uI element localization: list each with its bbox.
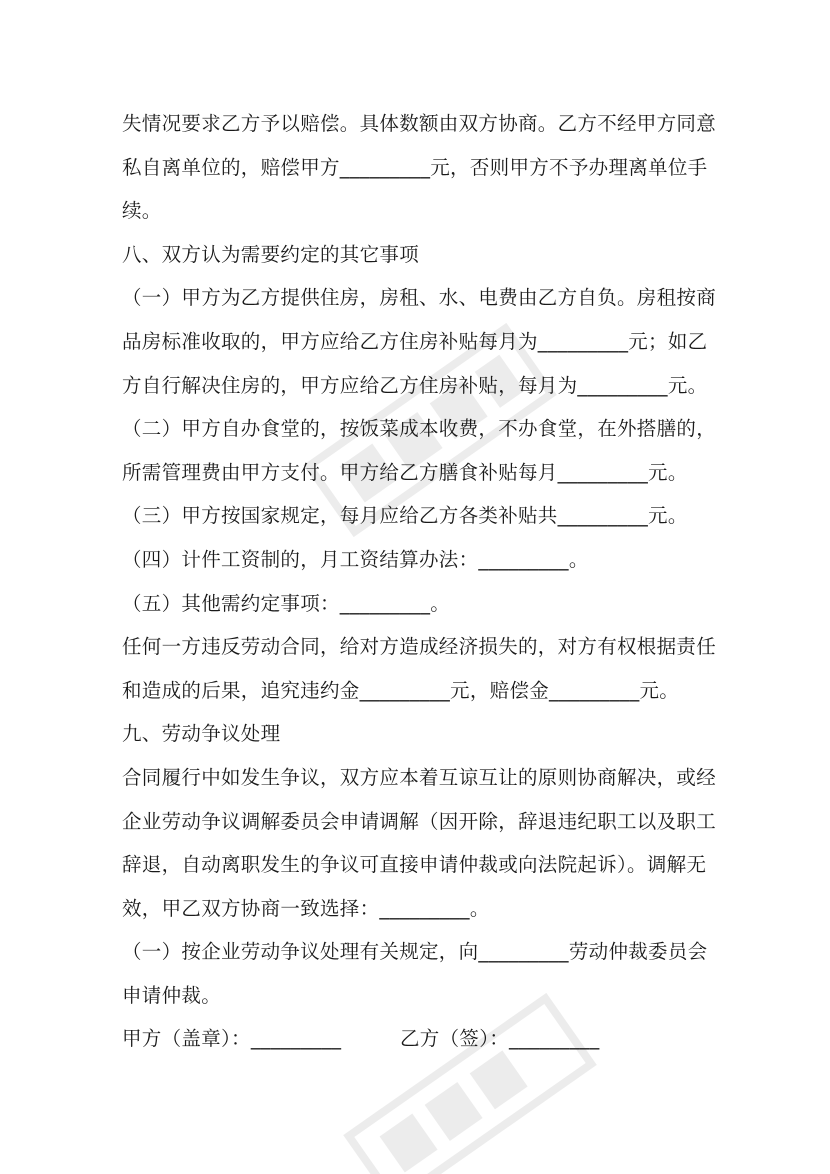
text-line: 和造成的后果，追究违约金_________元，赔偿金_________元。 <box>122 678 680 702</box>
text-line: 申请仲裁。 <box>122 983 222 1007</box>
text-line: （五）其他需约定事项：_________。 <box>122 591 451 615</box>
text-line: 私自离单位的，赔偿甲方_________元，否则甲方不予办理离单位手 <box>122 155 708 179</box>
party-b-signature: 乙方（签）：_________ <box>400 1027 600 1051</box>
text-line: （四）计件工资制的，月工资结算办法：_________。 <box>122 547 589 571</box>
text-line: 品房标准收取的，甲方应给乙方住房补贴每月为_________元；如乙 <box>122 329 708 353</box>
document-body <box>122 102 722 1061</box>
text-line: （一）甲方为乙方提供住房，房租、水、电费由乙方自负。房租按商 <box>122 286 717 310</box>
text-line: 企业劳动争议调解委员会申请调解（因开除，辞退违纪职工以及职工 <box>122 809 717 833</box>
signature-row <box>122 1017 722 1061</box>
text-line: 任何一方违反劳动合同，给对方造成经济损失的，对方有权根据责任 <box>122 635 717 659</box>
text-line: 失情况要求乙方予以赔偿。具体数额由双方协商。乙方不经甲方同意 <box>122 112 717 135</box>
text-line: （一）按企业劳动争议处理有关规定，向_________劳动仲裁委员会 <box>122 940 708 964</box>
party-a-signature: 甲方（盖章）：_________ <box>122 1027 342 1051</box>
section-heading-9: 九、劳动争议处理 <box>122 722 281 746</box>
text-line: （三）甲方按国家规定，每月应给乙方各类补贴共_________元。 <box>122 504 688 528</box>
text-line: 辞退，自动离职发生的争议可直接申请仲裁或向法院起诉）。调解无 <box>122 853 707 877</box>
section-heading-8: 八、双方认为需要约定的其它事项 <box>122 242 420 266</box>
text-line: 效，甲乙双方协商一致选择：_________。 <box>122 896 490 920</box>
text-line: 续。 <box>122 199 162 223</box>
text-line: （二）甲方自办食堂的，按饭菜成本收费，不办食堂，在外搭膳的， <box>122 417 717 441</box>
text-line: 方自行解决住房的，甲方应给乙方住房补贴，每月为_________元。 <box>122 373 708 397</box>
text-line: 合同履行中如发生争议，双方应本着互谅互让的原则协商解决，或经 <box>122 765 717 789</box>
text-line: 所需管理费由甲方支付。甲方给乙方膳食补贴每月_________元。 <box>122 460 688 484</box>
